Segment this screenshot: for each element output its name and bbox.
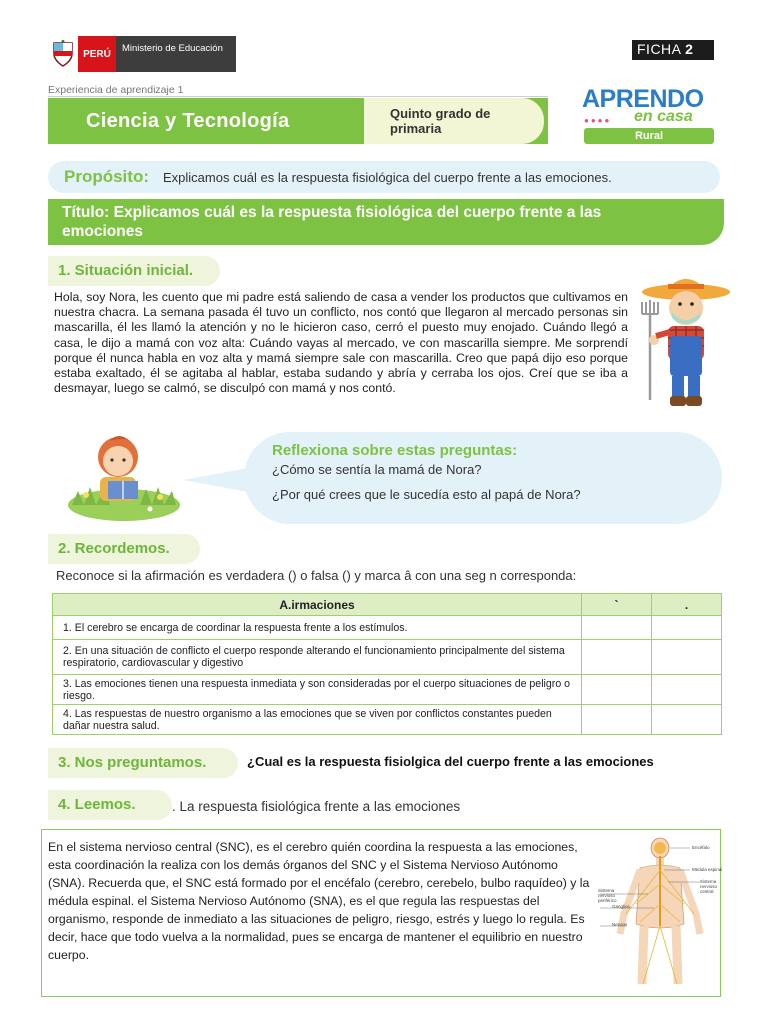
speech-bubble-tail <box>184 468 248 492</box>
table-row <box>53 675 722 705</box>
section-3-label: 3. Nos preguntamos. <box>48 748 238 778</box>
section-1-label: 1. Situación inicial. <box>48 256 220 286</box>
lesson-title: Título: Explicamos cuál es la respuesta fisiológica del cuerpo frente a las emociones <box>62 204 602 240</box>
answer-cell-false[interactable] <box>652 675 722 705</box>
reflect-title: Reflexiona sobre estas preguntas: <box>272 442 518 459</box>
guiding-question: ¿Cual es la respuesta fisiolgica del cuerpo frente a las emociones <box>247 754 654 769</box>
brand-dots-icon: ●●●● <box>584 116 612 125</box>
girl-reading-illustration <box>64 425 182 525</box>
table-cell: 4. Las respuestas de nuestro organismo a las emociones que se viven por conflictos constantes pueden dañar nuestra salud. <box>53 705 582 735</box>
reading-text: En el sistema nervioso central (SNC), es el cerebro quién coordina la respuesta a las emociones, esta coordinación la realiza con los demás órganos del SNC y el Sistema Nervioso Autónomo (SNA). Recuerda que, el SNC está formado por el encéfalo (cerebro, cerebelo, bulbo raquídeo) y la médula espinal. el Sistema Nervioso Autónomo (SNA), es el que regula las respuestas del organismo, responde de inmediato a las situaciones de peligro, riesgo, estrés y luego lo regula. Es decir, hace que todo vuelva a la normalidad, pues se encarga de mantener el equilibrio en nuestro cuerpo. <box>48 840 590 962</box>
ministry-label: Ministerio de Educación <box>116 36 236 72</box>
table-row <box>53 616 722 640</box>
section-4-label: 4. Leemos. <box>48 790 172 820</box>
instruction-text: Reconoce si la afirmación es verdadera () o falsa () y marca â con una seg n corresponda: <box>56 568 577 583</box>
answer-cell-false[interactable] <box>652 616 722 640</box>
figure-label-ganglios: Ganglios <box>612 904 630 909</box>
farmer-illustration <box>636 270 736 415</box>
grade-label: Quinto grado de primaria <box>390 106 491 136</box>
purpose-text: Explicamos cuál es la respuesta fisiológica del cuerpo frente a las emociones. <box>163 170 612 185</box>
minedu-logo <box>48 36 236 72</box>
table-cell: 2. En una situación de conflicto el cuerpo responde alterando el funcionamiento principalmente del sistema respiratorio, cardiovascular y digestivo <box>53 640 582 675</box>
peru-shield-icon <box>48 36 78 72</box>
brand-top: APRENDO <box>582 85 704 113</box>
brand-mid: en casa <box>634 108 693 125</box>
table-row <box>53 705 722 735</box>
answer-cell-false[interactable] <box>652 705 722 735</box>
reading-subtitle: . La respuesta fisiológica frente a las emociones <box>172 799 461 814</box>
figure-label-encefalo: Encéfalo <box>692 845 710 850</box>
table-row <box>53 640 722 675</box>
story-text: Hola, soy Nora, les cuento que mi padre está saliendo de casa a vender los productos que cultivamos en nuestra chacra. La semana pasada él tuvo un conflicto, nos contó que llegaron al mercado personas sin mascarilla, él les llamó la atención y no le hicieron caso, cerró el puesto muy enojado. Cuándo llegó a casa, le dijo a mamá con voz alta: Cuándo vayas al mercado, ve con mascarilla siempre. Me sorprendí porque él nunca habla en voz alta y mamá siempre sale con mascarilla. Creo que papá dijo eso porque estaba exaltado, él se agitaba al hablar, estaba sudando y abría y cerraba los ojos. Creí que se iba a desmayar, luego se calmó, se disculpó con mamá y nos contó. <box>54 290 628 396</box>
experience-label: Experiencia de aprendizaje 1 <box>48 84 184 96</box>
ficha-badge <box>632 40 714 60</box>
brand-tag: Rural <box>584 128 714 144</box>
section-2-label: 2. Recordemos. <box>48 534 200 564</box>
affirmations-table <box>52 593 722 735</box>
table-cell: 1. El cerebro se encarga de coordinar la respuesta frente a los estímulos. <box>53 616 582 640</box>
subject-title: Ciencia y Tecnología <box>86 110 290 132</box>
figure-label-medula: Médula espinal <box>692 867 723 872</box>
ficha-label: FICHA <box>637 41 681 57</box>
figure-label-snc: Sistema nervioso central <box>700 879 718 894</box>
answer-cell-true[interactable] <box>582 640 652 675</box>
divider <box>48 96 548 97</box>
table-header-true: ` <box>582 594 652 616</box>
answer-cell-true[interactable] <box>582 675 652 705</box>
table-cell: 3. Las emociones tienen una respuesta inmediata y son consideradas por el cuerpo situaciones de peligro o riesgo. <box>53 675 582 705</box>
peru-label: PERÚ <box>78 36 116 72</box>
reflect-question-1: ¿Cómo se sentía la mamá de Nora? <box>272 462 482 477</box>
ficha-number: 2 <box>685 41 694 57</box>
table-header-false: . <box>652 594 722 616</box>
table-header-affirmations: A.irmaciones <box>53 594 582 616</box>
figure-label-snp: Sistema nervioso periférico <box>598 888 617 903</box>
aprendo-en-casa-logo <box>582 86 716 146</box>
figure-label-nervios: Nervios <box>612 922 628 927</box>
reflect-question-2: ¿Por qué crees que le sucedía esto al papá de Nora? <box>272 487 581 502</box>
answer-cell-true[interactable] <box>582 705 652 735</box>
purpose-label: Propósito: <box>64 167 149 186</box>
answer-cell-false[interactable] <box>652 640 722 675</box>
answer-cell-true[interactable] <box>582 616 652 640</box>
nervous-system-figure <box>596 834 722 994</box>
